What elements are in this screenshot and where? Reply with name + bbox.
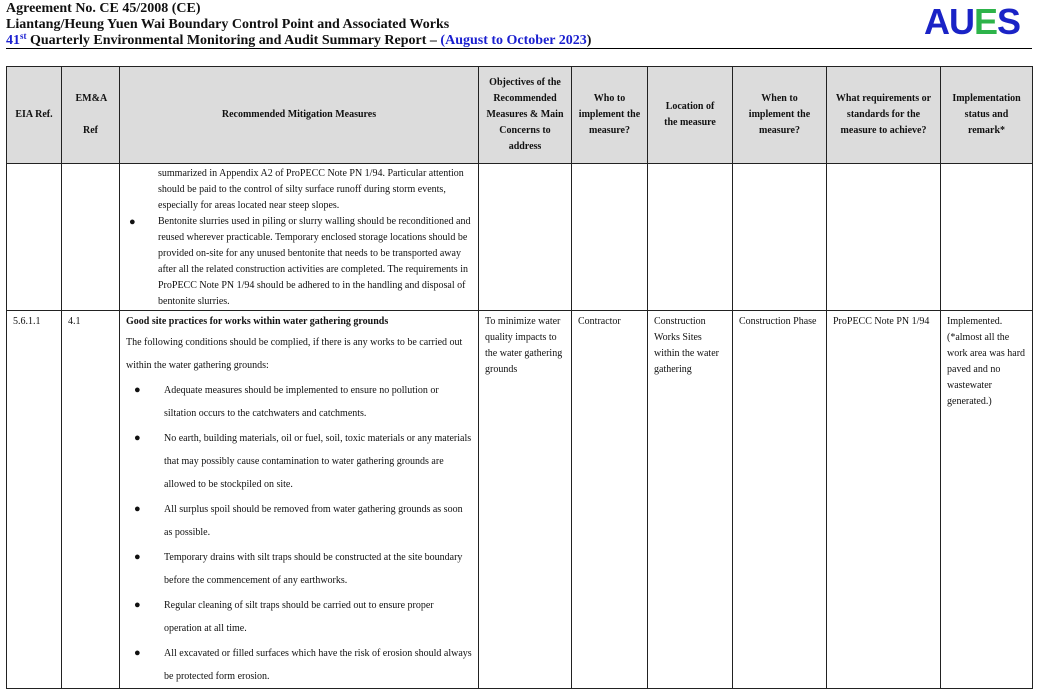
cell-status — [941, 311, 1033, 689]
measure-intro: The following conditions should be complied, if there is any works to be carried out within the water gathering grounds: — [126, 337, 463, 371]
col-header-eia-ref: EIA Ref. — [7, 67, 62, 164]
bullet-icon: ● — [129, 216, 136, 228]
report-period: (August to October 2023 — [440, 33, 587, 48]
cell-who — [572, 164, 648, 311]
list-item — [126, 427, 472, 496]
list-item — [120, 214, 478, 310]
location-value: Construction Works Sites within the water gathering — [654, 316, 719, 375]
bullet-icon: ● — [134, 432, 141, 444]
report-header — [6, 0, 1032, 50]
cell-when — [733, 164, 827, 311]
table-row — [7, 311, 1033, 689]
cell-requirements — [827, 164, 941, 311]
col-header-ema-ref-text: EM&A Ref — [75, 93, 108, 136]
mitigation-measures-table — [6, 66, 1033, 689]
cell-requirements — [827, 311, 941, 689]
report-title-close: ) — [586, 33, 592, 48]
header-divider — [6, 48, 1032, 49]
logo-part-3: S — [996, 1, 1020, 42]
bullet-icon: ● — [134, 647, 141, 659]
logo-part-2: E — [973, 1, 997, 42]
ema-ref-value: 4.1 — [68, 316, 81, 327]
logo-part-1: AU — [923, 1, 974, 42]
requirements-value: ProPECC Note PN 1/94 — [833, 316, 930, 327]
bullet-icon: ● — [134, 551, 141, 563]
report-title-text: Quarterly Environmental Monitoring and Audit Summary Report – — [26, 33, 441, 48]
col-header-who: Who to implement the measure? — [572, 67, 648, 164]
cell-objectives — [479, 164, 572, 311]
col-header-location: Location of the measure — [648, 67, 733, 164]
bullet-icon: ● — [134, 599, 141, 611]
project-title: Liantang/Heung Yuen Wai Boundary Control Point and Associated Works — [6, 17, 450, 32]
eia-ref-value: 5.6.1.1 — [13, 316, 41, 327]
cell-location — [648, 311, 733, 689]
measure-bullet-text: Regular cleaning of silt traps should be carried out to ensure proper operation at all time. — [164, 600, 434, 634]
measure-bullet-text: No earth, building materials, oil or fuel, soil, toxic materials or any materials that may possibly cause contamination to water gathering grounds are allowed to be stockpiled on site. — [164, 433, 472, 490]
cell-eia-ref — [7, 164, 62, 311]
status-value: Implemented. (*almost all the work area was hard paved and no wastewater generated.) — [947, 316, 1026, 407]
col-header-status: Implementation status and remark* — [941, 67, 1033, 164]
measure-continuation-text: summarized in Appendix A2 of ProPECC Note PN 1/94. Particular attention should be paid to the control of silty surface runoff during storm events, especially for areas located near steep slopes. — [158, 168, 464, 211]
aues-logo — [923, 1, 1020, 42]
when-value: Construction Phase — [739, 316, 817, 327]
report-number-suffix: st — [20, 31, 27, 41]
table-header-row — [7, 67, 1033, 164]
measure-bullet-text: Adequate measures should be implemented to ensure no pollution or siltation occurs to the catchwaters and catchments. — [164, 385, 439, 419]
cell-ema-ref — [62, 311, 120, 689]
cell-measures — [120, 164, 479, 311]
cell-ema-ref — [62, 164, 120, 311]
bullet-icon: ● — [134, 384, 141, 396]
list-item — [126, 379, 472, 425]
cell-objectives — [479, 311, 572, 689]
cell-location — [648, 164, 733, 311]
list-item — [126, 642, 472, 688]
list-item — [126, 594, 472, 640]
report-number: 41 — [6, 33, 20, 48]
who-value: Contractor — [578, 316, 621, 327]
list-item — [126, 498, 472, 544]
cell-when — [733, 311, 827, 689]
col-header-requirements: What requirements or standards for the measure to achieve? — [827, 67, 941, 164]
cell-eia-ref — [7, 311, 62, 689]
agreement-number: Agreement No. CE 45/2008 (CE) — [6, 1, 201, 16]
measure-bullet-text: Bentonite slurries used in piling or slurry walling should be reconditioned and reused wherever practicable. Temporary enclosed storage locations should be provided on-site for any unused bentonite that needs to be transported away after all the related construction activities are completed. The requirements in ProPECC Note PN 1/94 should be adhered to in the handling and disposal of bentonite slurries. — [158, 216, 471, 307]
measure-bullet-text: All excavated or filled surfaces which have the risk of erosion should always be protected form erosion. — [164, 648, 472, 682]
list-item — [126, 546, 472, 592]
measure-bullet-text: All surplus spoil should be removed from water gathering grounds as soon as possible. — [164, 504, 463, 538]
measure-title: Good site practices for works within water gathering grounds — [126, 316, 389, 327]
bullet-icon: ● — [134, 503, 141, 515]
col-header-objectives: Objectives of the Recommended Measures & Main Concerns to address — [479, 67, 572, 164]
col-header-measures: Recommended Mitigation Measures — [120, 67, 479, 164]
cell-status — [941, 164, 1033, 311]
objectives-value: To minimize water quality impacts to the water gathering grounds — [485, 316, 563, 375]
report-title — [6, 32, 591, 49]
table-row — [7, 164, 1033, 311]
measure-bullet-text: Temporary drains with silt traps should be constructed at the site boundary before the commencement of any earthworks. — [164, 552, 463, 586]
col-header-when: When to implement the measure? — [733, 67, 827, 164]
cell-who — [572, 311, 648, 689]
cell-measures — [120, 311, 479, 689]
col-header-ema-ref — [62, 67, 120, 164]
